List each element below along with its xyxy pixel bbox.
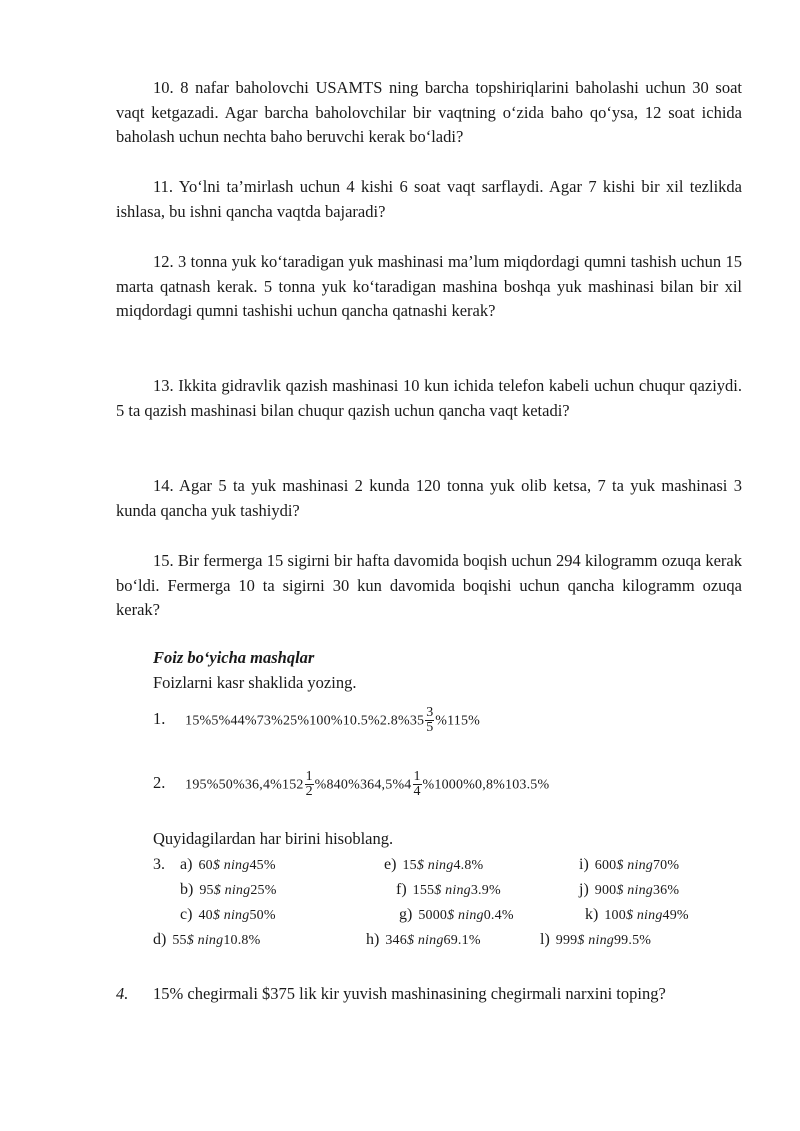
calc-item-k: k) 100$ ning49% xyxy=(585,906,689,923)
percent-list: 195%50%36,4%152 xyxy=(185,777,304,793)
exercise-number: 2. xyxy=(153,773,166,793)
percent-list: 15%5%44%73%25%100%10.5%2.8%35 xyxy=(185,713,425,729)
instruction-fractions: Foizlarni kasr shaklida yozing. xyxy=(153,673,357,692)
exercise-1-row xyxy=(153,706,480,735)
calc-item-c: c) 40$ ning50% xyxy=(180,906,276,923)
calc-item-j: j) 900$ ning36% xyxy=(579,881,680,898)
exercise-2-row xyxy=(153,770,549,799)
percent-list-tail: %115% xyxy=(435,713,481,729)
problem-10: 10. 8 nafar baholovchi USAMTS ning barcha topshiriqlarini baholashi uchun 30 soat vaqt ketgazadi. Agar barcha baholovchilar bir vaqtning o‘zida baho qo‘ysa, 12 soat ichida baholash uchun nechta baho beruvchi kerak bo‘ladi? xyxy=(116,78,742,146)
fraction: $\frac{1}{4}$ xyxy=(413,769,421,799)
exercise-number: 1. xyxy=(153,709,166,729)
calc-item-b: b) 95$ ning25% xyxy=(180,881,277,898)
percent-list-tail: %1000%0,8%103.5% xyxy=(422,777,550,793)
calc-item-d: d) 55$ ning10.8% xyxy=(153,931,261,948)
fraction: $\frac{1}{2}$ xyxy=(305,769,313,799)
percent-list-mid: %840%364,5%4 xyxy=(314,777,412,793)
section-heading: Foiz bo‘yicha mashqlar xyxy=(153,648,315,667)
exercise-3-number: 3. xyxy=(153,856,165,873)
problem-12: 12. 3 tonna yuk ko‘taradigan yuk mashinasi ma’lum miqdordagi qumni tashish uchun 15 marta qatnash kerak. 5 tonna yuk ko‘taradigan mashina boshqa yuk mashinasi bilan bir xil miqdordagi qumni tashishi uchun qancha qatnashi kerak? xyxy=(116,252,742,320)
problem-13: 13. Ikkita gidravlik qazish mashinasi 10 kun ichida telefon kabeli uchun chuqur qaziydi. 5 ta qazish mashinasi bilan chuqur qazish uchun qancha vaqt ketadi? xyxy=(116,376,742,420)
instruction-calc: Quyidagilardan har birini hisoblang. xyxy=(153,829,394,848)
calc-item-g: g) 5000$ ning0.4% xyxy=(399,906,514,923)
problem-15: 15. Bir fermerga 15 sigirni bir hafta davomida boqish uchun 294 kilogramm ozuqa kerak bo‘ldi. Fermerga 10 ta sigirni 30 kun davomida boqishi uchun qancha kilogramm ozuqa kerak? xyxy=(116,551,742,619)
calc-item-f: f) 155$ ning3.9% xyxy=(396,881,501,898)
calc-item-a: a) 60$ ning45% xyxy=(180,856,276,873)
problem-14: 14. Agar 5 ta yuk mashinasi 2 kunda 120 tonna yuk olib ketsa, 7 ta yuk mashinasi 3 kunda qancha yuk tashiydi? xyxy=(116,476,742,520)
problem-11: 11. Yo‘lni ta’mirlash uchun 4 kishi 6 soat vaqt sarflaydi. Agar 7 kishi bir xil tezlikda ishlasa, bu ishni qancha vaqtda bajaradi? xyxy=(116,177,742,221)
fraction: $\frac{3}{5}$ xyxy=(426,705,434,735)
calc-item-e: e) 15$ ning4.8% xyxy=(384,856,484,873)
calc-item-i: i) 600$ ning70% xyxy=(579,856,680,873)
calc-item-h: h) 346$ ning69.1% xyxy=(366,931,481,948)
exercise-4: 4. 15% chegirmali $375 lik kir yuvish mashinasining chegirmali narxini toping? xyxy=(116,984,666,1003)
calc-item-l: l) 999$ ning99.5% xyxy=(540,931,652,948)
